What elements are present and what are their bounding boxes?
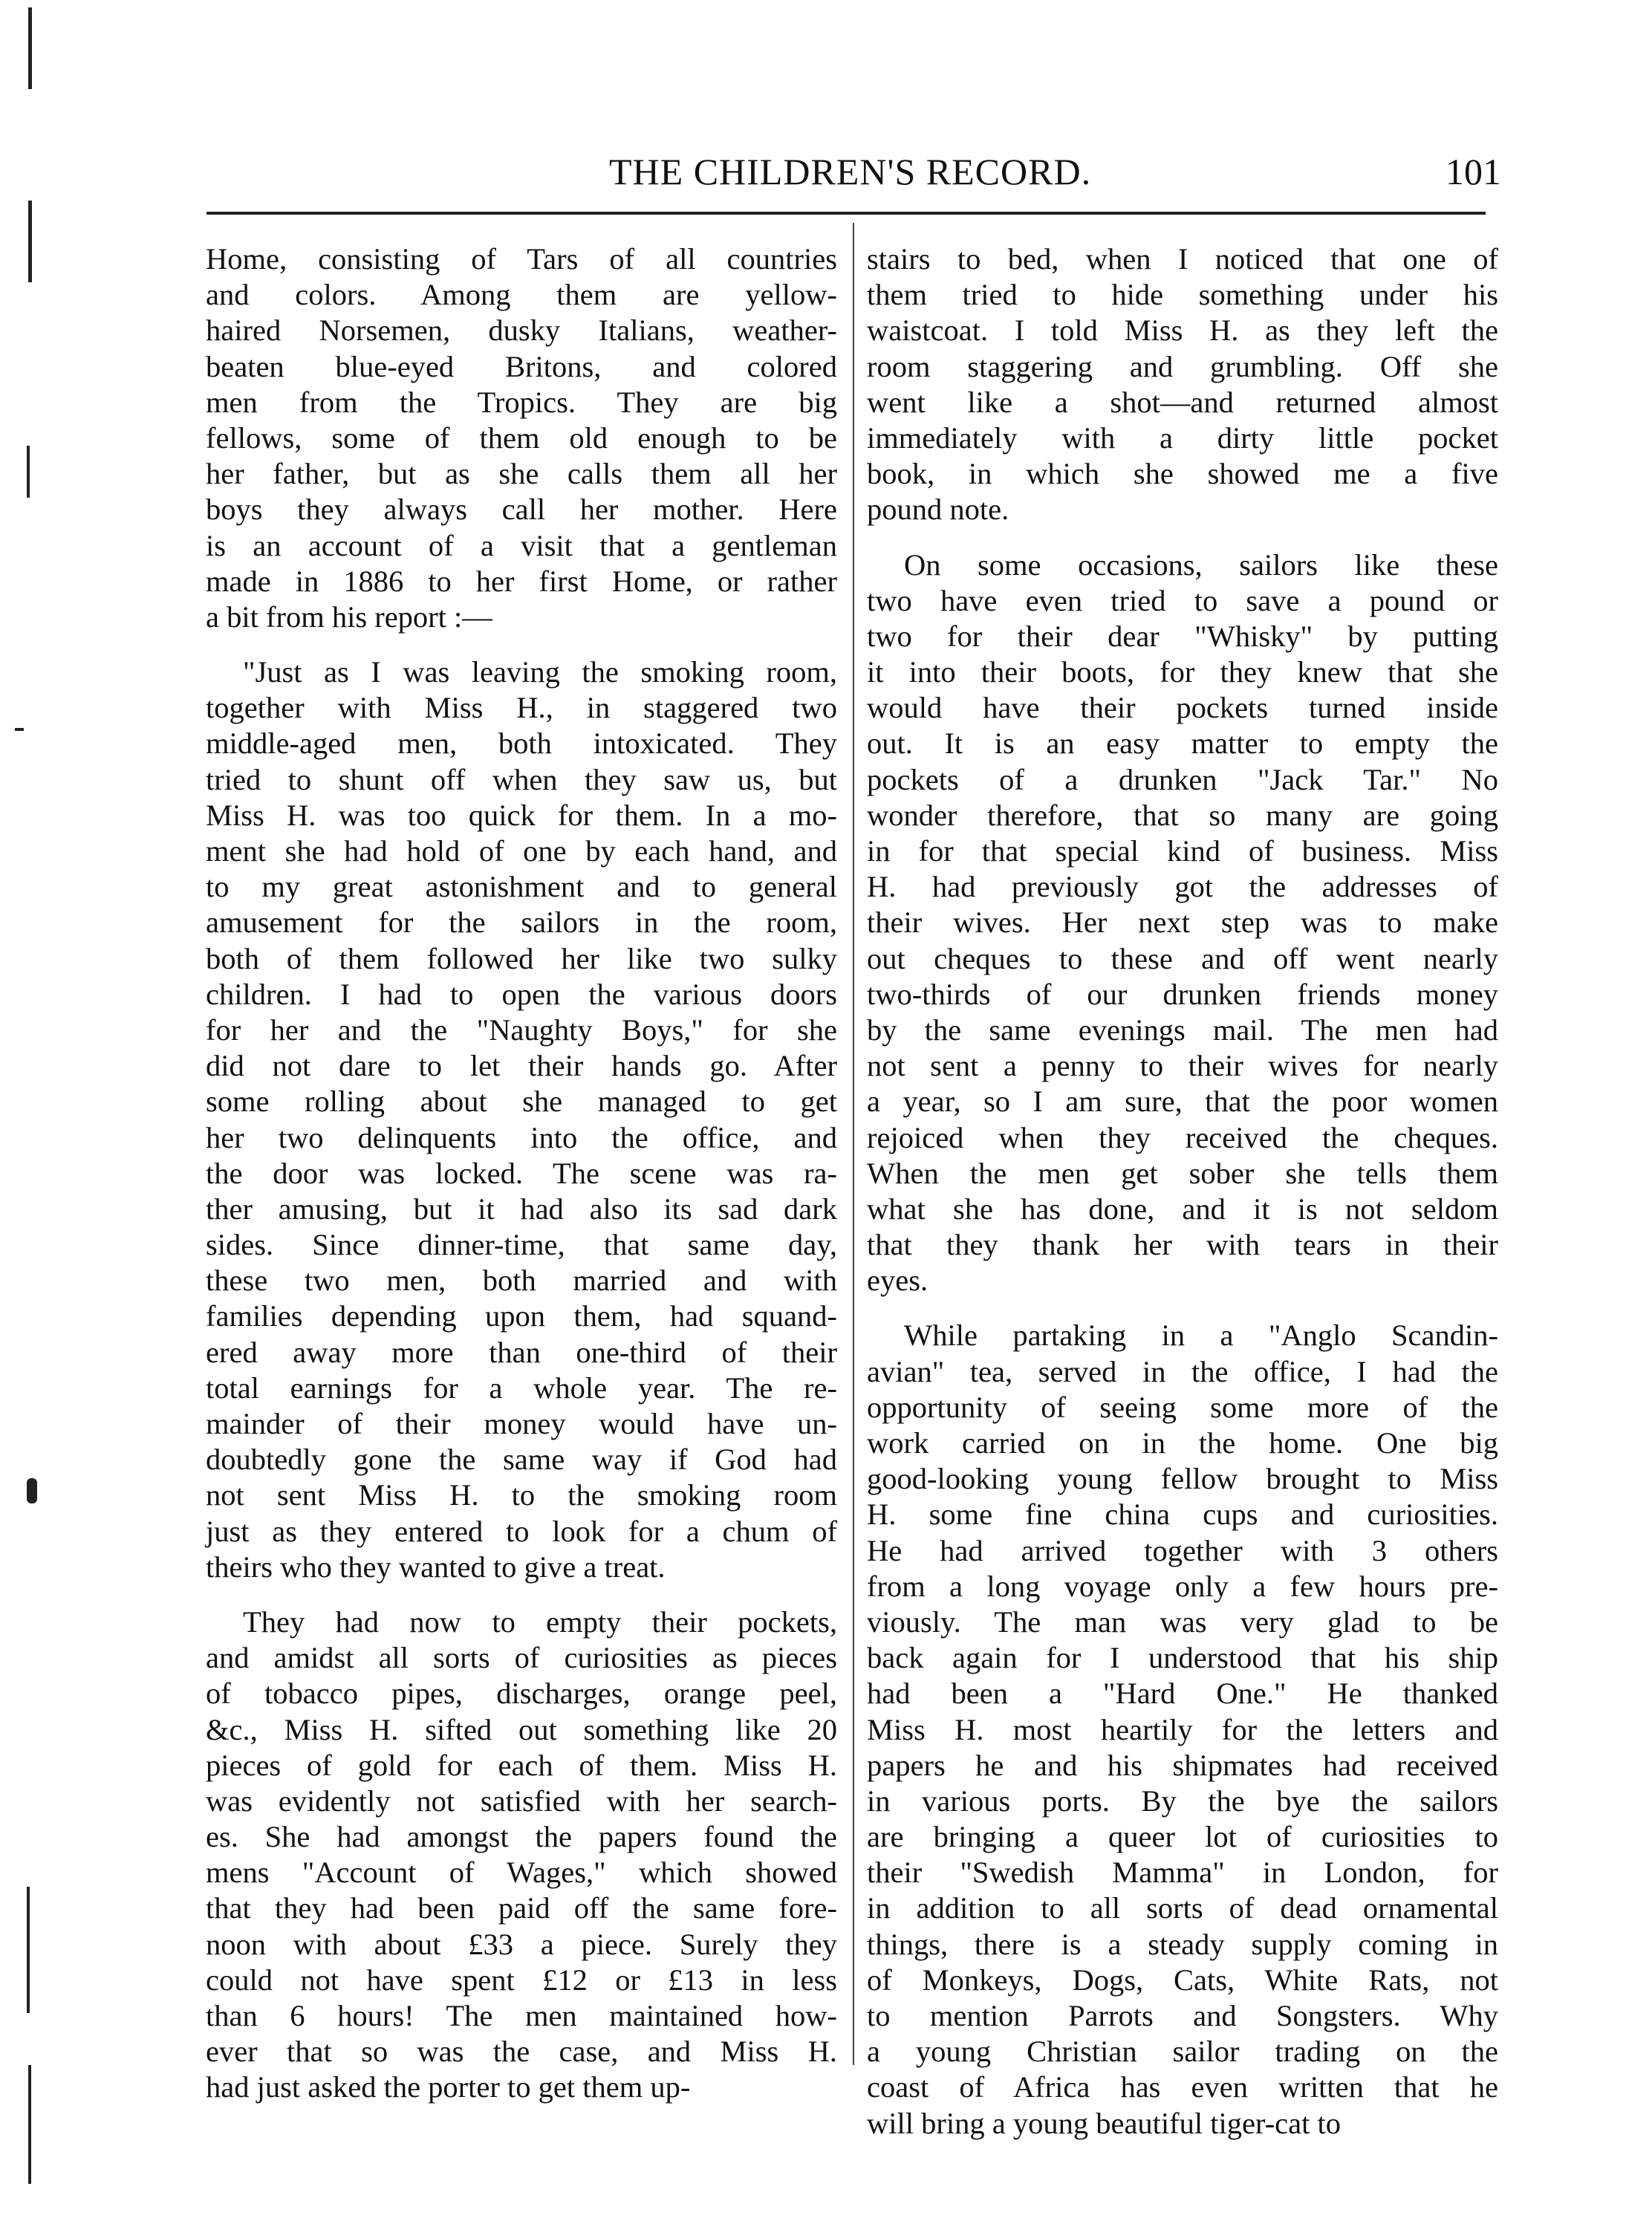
text-line: not sent Miss H. to the smoking room [206,1478,837,1512]
text-line: sides. Since dinner-time, that same day, [206,1228,837,1262]
text-line: While partaking in a "Anglo Scandin- [904,1318,1498,1353]
text-line: what she has done, and it is not seldom [867,1191,1498,1226]
text-line: will bring a young beautiful tiger-cat to [867,2106,1342,2140]
text-line: out. It is an easy matter to empty the [867,726,1498,761]
text-line: middle-aged men, both intoxicated. They [206,726,837,761]
text-line: is an account of a visit that a gentleman [206,528,837,562]
text-line: it into their boots, for they knew that she [867,655,1498,689]
text-line: by the same evenings mail. The men had [867,1012,1498,1047]
text-line: her two delinquents into the office, and [206,1120,837,1154]
text-line: a young Christian sailor trading on the [867,2035,1498,2069]
text-line: children. I had to open the various doors [206,977,837,1011]
text-line: her father, but as she calls them all her [206,457,837,491]
text-line: to my great astonishment and to general [206,870,837,904]
text-line: their "Swedish Mamma" in London, for [867,1856,1498,1890]
paragraph-gap [867,1298,1498,1318]
text-line: Miss H. was too quick for them. In a mo- [206,798,837,832]
scan-edge-mark [27,446,30,498]
text-line: had just asked the porter to get them up- [206,2070,691,2104]
text-line: papers he and his shipmates had received [867,1748,1498,1782]
text-line: the door was locked. The scene was ra- [206,1156,837,1190]
text-line: not sent a penny to their wives for nearly [867,1049,1498,1083]
text-line: a bit from his report :— [206,599,492,634]
text-line: of Monkeys, Dogs, Cats, White Rats, not [867,1963,1498,1997]
text-line: would have their pockets turned inside [867,691,1498,725]
text-line: room staggering and grumbling. Off she [867,349,1498,383]
paragraph-gap [867,528,1498,547]
text-line: men from the Tropics. They are big [206,385,837,419]
text-line: things, there is a steady supply coming in [867,1927,1498,1961]
text-line: total earnings for a whole year. The re- [206,1370,837,1405]
right-column-paragraph [867,547,1498,1299]
text-line: together with Miss H., in staggered two [206,691,837,725]
text-line: They had now to empty their pockets, [243,1604,837,1639]
left-column-paragraph [206,241,837,635]
text-line: &c., Miss H. sifted out something like 20 [206,1712,837,1746]
text-line: H. had previously got the addresses of [867,870,1498,904]
text-line: When the men get sober she tells them [867,1156,1498,1190]
scan-edge-mark [15,728,24,731]
text-line: eyes. [867,1264,929,1298]
text-line: immediately with a dirty little pocket [867,420,1498,455]
text-line: haired Norsemen, dusky Italians, weather- [206,313,837,348]
text-line: On some occasions, sailors like these [904,547,1498,582]
text-line: waistcoat. I told Miss H. as they left the [867,313,1498,348]
text-line: mens "Account of Wages," which showed [206,1856,837,1890]
text-line: boys they always call her mother. Here [206,492,837,527]
running-title: THE CHILDREN'S RECORD. [609,151,1092,192]
text-line: amusement for the sailors in the room, [206,905,837,940]
text-line: es. She had amongst the papers found the [206,1820,837,1854]
text-line: was evidently not satisfied with her search- [206,1783,837,1818]
text-line: good-looking young fellow brought to Miss [867,1462,1498,1496]
text-line: viously. The man was very glad to be [867,1604,1498,1639]
text-line: out cheques to these and off went nearly [867,941,1498,975]
paragraph-gap [206,1585,837,1604]
text-line: to mention Parrots and Songsters. Why [867,1999,1498,2032]
text-line: a year, so I am sure, that the poor women [867,1085,1498,1119]
left-column-paragraph [206,654,837,1585]
text-line: coast of Africa has even written that he [867,2070,1498,2104]
text-line: these two men, both married and with [206,1264,837,1298]
text-line: in addition to all sorts of dead ornamental [867,1891,1498,1925]
text-line: doubtedly gone the same way if God had [206,1443,837,1477]
text-line: pound note. [867,492,1009,527]
page-number: 101 [1446,151,1501,192]
scan-edge-mark [27,1887,30,2013]
text-line: that they had been paid off the same fore- [206,1891,837,1925]
text-line: are bringing a queer lot of curiosities to [867,1820,1498,1854]
text-line: opportunity of seeing some more of the [867,1390,1498,1424]
text-line: avian" tea, served in the office, I had the [867,1354,1498,1388]
text-line: two have even tried to save a pound or [867,583,1498,617]
text-line: noon with about £33 a piece. Surely they [206,1927,837,1961]
text-line: two-thirds of our drunken friends money [867,977,1498,1011]
text-line: ther amusing, but it had also its sad dark [206,1191,837,1226]
right-column-paragraph [867,241,1498,528]
text-line: wonder therefore, that so many are going [867,798,1498,832]
text-line: ment she had hold of one by each hand, and [206,834,837,868]
text-line: had been a "Hard One." He thanked [867,1677,1498,1711]
text-line: could not have spent £12 or £13 in less [206,1963,837,1997]
column-divider [853,223,854,2065]
text-line: mainder of their money would have un- [206,1407,837,1440]
text-line: some rolling about she managed to get [206,1085,837,1119]
text-line: their wives. Her next step was to make [867,905,1498,940]
text-line: from a long voyage only a few hours pre- [867,1569,1498,1603]
text-line: Miss H. most heartily for the letters and [867,1712,1498,1746]
text-line: both of them followed her like two sulky [206,941,837,975]
text-line: ered away more than one-third of their [206,1335,837,1369]
text-line: went like a shot—and returned almost [867,385,1498,419]
text-line: back again for I understood that his ship [867,1641,1498,1675]
text-line: them tried to hide something under his [867,278,1498,312]
scan-edge-mark [28,7,32,89]
text-line: that they thank her with tears in their [867,1228,1498,1262]
text-line: two for their dear "Whisky" by putting [867,619,1498,653]
text-line: stairs to bed, when I noticed that one of [867,242,1498,276]
scan-edge-mark [28,2065,31,2184]
text-line: in various ports. By the bye the sailors [867,1783,1498,1818]
header-rule [206,212,1486,215]
text-line: H. some fine china cups and curiosities. [867,1498,1498,1532]
text-line: in for that special kind of business. Miss [867,834,1498,868]
text-line: and colors. Among them are yellow- [206,278,837,312]
right-column [867,241,1498,2142]
text-line: theirs who they wanted to give a treat. [206,1550,666,1584]
left-column-paragraph [206,1604,837,2106]
text-line: tried to shunt off when they saw us, but [206,762,837,796]
text-line: made in 1886 to her first Home, or rather [206,564,837,598]
text-line: He had arrived together with 3 others [867,1533,1498,1567]
text-line: for her and the "Naughty Boys," for she [206,1012,837,1047]
text-line: work carried on in the home. One big [867,1426,1498,1460]
text-line: book, in which she showed me a five [867,457,1498,491]
text-line: just as they entered to look for a chum of [206,1514,837,1548]
text-line: families depending upon them, had squand- [206,1299,837,1333]
text-line: beaten blue-eyed Britons, and colored [206,349,837,383]
paragraph-gap [206,635,837,654]
text-line: ever that so was the case, and Miss H. [206,2035,837,2069]
text-line: pockets of a drunken "Jack Tar." No [867,762,1498,796]
text-line: pieces of gold for each of them. Miss H. [206,1748,837,1782]
text-line: rejoiced when they received the cheques. [867,1120,1498,1154]
scan-edge-mark [27,1478,37,1503]
text-line: "Just as I was leaving the smoking room, [243,655,837,689]
text-line: and amidst all sorts of curiosities as pieces [206,1641,837,1675]
text-line: than 6 hours! The men maintained how- [206,1999,837,2032]
text-line: fellows, some of them old enough to be [206,420,837,455]
right-column-paragraph [867,1318,1498,2141]
scan-edge-mark [28,201,32,282]
text-line: did not dare to let their hands go. After [206,1049,837,1083]
text-line: Home, consisting of Tars of all countries [206,242,837,276]
text-line: of tobacco pipes, discharges, orange peel, [206,1677,837,1711]
left-column [206,241,837,2106]
